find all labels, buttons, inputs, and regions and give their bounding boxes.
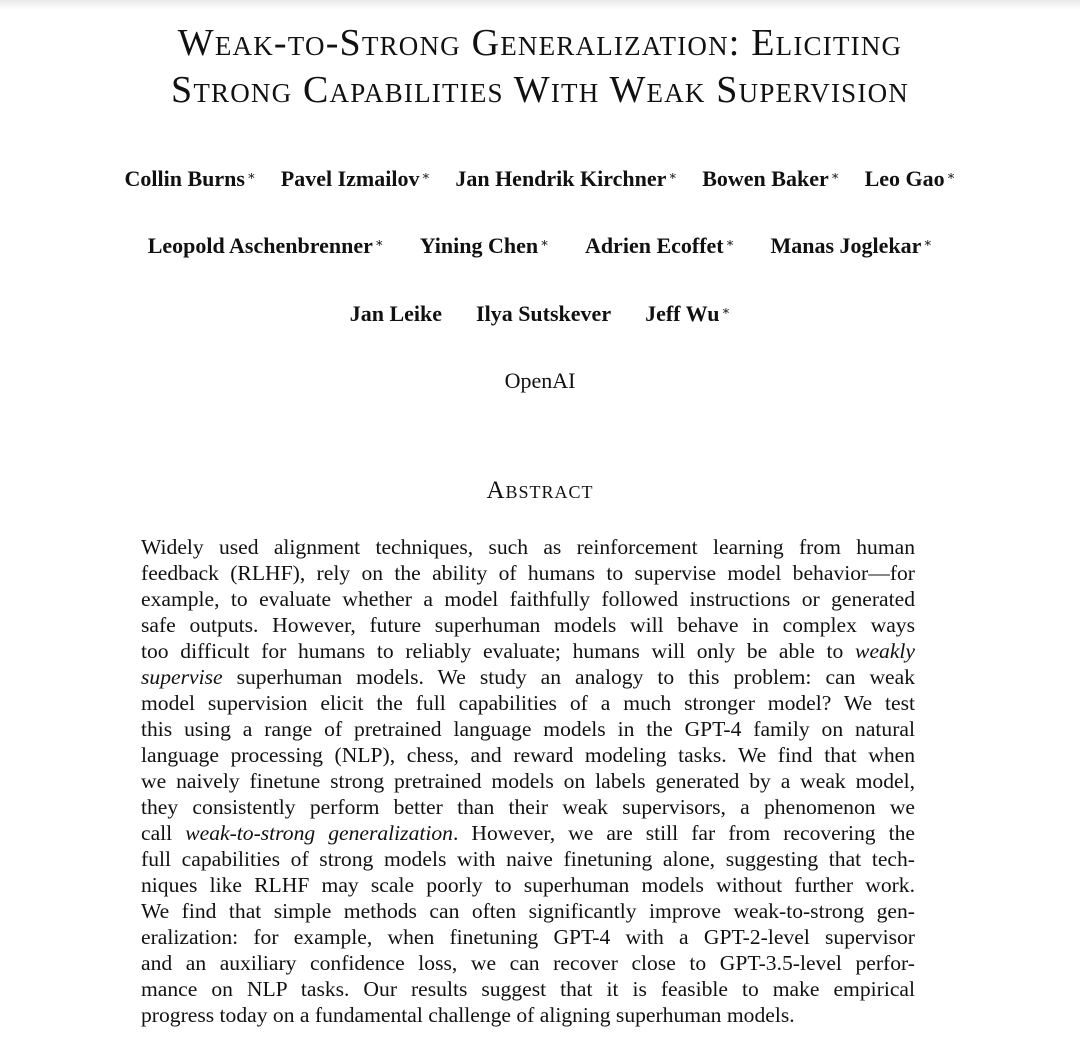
abstract-line [141,794,915,820]
abstract-line [141,664,915,690]
author-name [770,233,932,262]
abstract-line [141,950,915,976]
author-name-text: Manas Joglekar [770,233,922,258]
author-name [702,166,839,195]
author-name [865,166,956,195]
equal-contribution-mark: ∗ [830,168,840,183]
abstract-line [141,898,915,924]
abstract-line [141,924,915,950]
author-row-2 [0,233,1080,262]
abstract-text: . However, we are still far from recovering the [452,821,915,845]
author-name [455,166,677,195]
author-name [350,301,442,330]
abstract-text: this using a range of pretrained language models in the GPT-4 family on natural [141,717,915,741]
abstract-line [141,742,915,768]
abstract-text: progress today on a fundamental challenge of aligning superhuman models. [141,1003,795,1027]
abstract-text: they consistently perform better than their weak supervisors, a phenomenon we [141,795,915,819]
abstract-line [141,534,915,560]
abstract-text: superhuman models. We study an analogy to this problem: can weak [222,665,915,689]
abstract-line [141,846,915,872]
equal-contribution-mark: ∗ [374,235,384,250]
author-name [125,166,256,195]
abstract-text: Widely used alignment techniques, such as reinforcement learning from human [141,535,915,559]
author-name-text: Leopold Aschenbrenner [147,233,373,258]
abstract-text: safe outputs. However, future superhuman models will behave in complex ways [141,613,915,637]
author-name [420,233,549,262]
author-name-text: Yining Chen [419,233,539,258]
author-name-text: Pavel Izmailov [280,166,420,191]
author-name-text: Collin Burns [124,166,245,191]
author-name-text: Jeff Wu [645,301,720,326]
page-top-shadow [0,0,1080,10]
abstract-heading: Abstract [486,477,594,504]
abstract-line [141,716,915,742]
author-name-text: Bowen Baker [702,166,829,191]
abstract-text: we naively finetune strong pretrained models on labels generated by a weak model, [141,769,915,793]
author-row-3 [0,301,1080,330]
abstract-line [141,1002,915,1028]
abstract-text: feedback (RLHF), rely on the ability of humans to supervise model behavior—for [141,561,915,585]
abstract-text: niques like RLHF may scale poorly to superhuman models without further work. [141,873,915,897]
equal-contribution-mark: ∗ [923,235,933,250]
paper-title [0,20,1080,114]
author-name-text: Adrien Ecoffet [584,233,724,258]
equal-contribution-mark: ∗ [668,168,678,183]
equal-contribution-mark: ∗ [246,168,256,183]
abstract-line [141,560,915,586]
title-line-1: Weak-to-Strong Generalization: Eliciting [177,22,903,64]
abstract-line [141,690,915,716]
abstract-text: language processing (NLP), chess, and reward modeling tasks. We find that when [141,743,915,767]
author-name [148,233,384,262]
abstract-text: We find that simple methods can often significantly improve weak-to-strong gen- [141,899,915,923]
abstract-emphasis: weak-to-strong generalization [185,821,453,845]
abstract-line [141,872,915,898]
author-name-text: Jan Hendrik Kirchner [455,166,667,191]
title-line-2: Strong Capabilities With Weak Supervision [170,69,909,111]
equal-contribution-mark: ∗ [421,168,431,183]
abstract-line [141,820,915,846]
equal-contribution-mark: ∗ [721,303,731,318]
affiliation: OpenAI [504,368,576,393]
abstract-line [141,768,915,794]
abstract-line [141,638,915,664]
abstract-text: example, to evaluate whether a model faithfully followed instructions or generated [141,587,915,611]
equal-contribution-mark: ∗ [540,235,549,250]
abstract-text: full capabilities of strong models with naive finetuning alone, suggesting that tech- [141,847,915,871]
abstract-emphasis: supervise [141,665,223,689]
author-name [585,233,735,262]
abstract-text: and an auxiliary confidence loss, we can recover close to GPT-3.5-level perfor- [141,951,915,975]
abstract-body [141,534,915,1028]
author-row-1 [0,166,1080,195]
author-name-text: Ilya Sutskever [476,301,612,326]
author-name [281,166,431,195]
abstract-line [141,586,915,612]
abstract-emphasis: weakly [855,639,915,663]
equal-contribution-mark: ∗ [946,168,956,183]
abstract-text: too difficult for humans to reliably evaluate; humans will only be able to [141,639,856,663]
abstract-text: mance on NLP tasks. Our results suggest that it is feasible to make empirical [141,977,915,1001]
abstract-text: call [141,821,186,845]
author-name-text: Jan Leike [349,301,443,326]
abstract-line [141,612,915,638]
abstract-text: eralization: for example, when finetuning GPT-4 with a GPT-2-level supervisor [141,925,915,949]
equal-contribution-mark: ∗ [725,235,735,250]
abstract-text: model supervision elicit the full capabilities of a much stronger model? We test [141,691,915,715]
abstract-line [141,976,915,1002]
author-name [645,301,730,330]
author-name-text: Leo Gao [864,166,945,191]
author-name [476,301,611,330]
